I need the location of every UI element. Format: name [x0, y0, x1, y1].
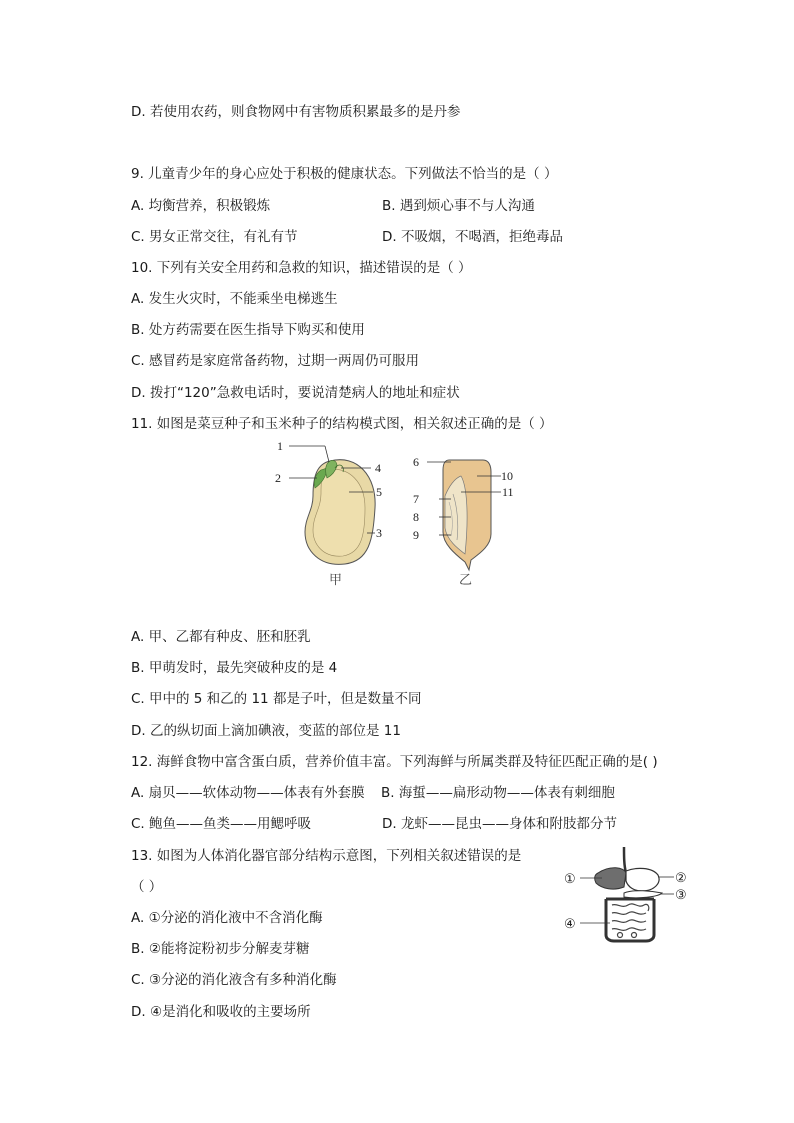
seed-structure-figure — [265, 436, 525, 591]
liver-shape — [595, 868, 626, 889]
digestive-label-2: ② — [675, 870, 687, 885]
q9-option-c: C. 男女正常交往，有礼有节 — [131, 229, 298, 245]
q9-option-b: B. 遇到烦心事不与人沟通 — [382, 198, 535, 214]
digestive-label-1: ① — [564, 871, 576, 886]
bean-seed-diagram — [275, 439, 382, 587]
corn-label-9: 9 — [413, 528, 419, 542]
digestive-label-3: ③ — [675, 887, 687, 902]
q12-option-a: A. 扇贝——软体动物——体表有外套膜 — [131, 785, 365, 801]
corn-label-8: 8 — [413, 510, 419, 524]
corn-label-7: 7 — [413, 492, 419, 506]
bean-label-5: 5 — [376, 485, 382, 499]
q13-option-a: A. ①分泌的消化液中不含消化酶 — [131, 910, 323, 926]
q9-stem: 9. 儿童青少年的身心应处于积极的健康状态。下列做法不恰当的是（ ） — [131, 166, 558, 182]
stomach-shape — [626, 868, 659, 891]
q11-option-b: B. 甲萌发时，最先突破种皮的是 4 — [131, 660, 338, 676]
q12-stem: 12. 海鲜食物中富含蛋白质，营养价值丰富。下列海鲜与所属类群及特征匹配正确的是( ) — [131, 754, 658, 770]
q12-option-b: B. 海蜇——扁形动物——体表有刺细胞 — [381, 785, 615, 801]
q10-option-b: B. 处方药需要在医生指导下购买和使用 — [131, 322, 365, 338]
q11-option-a: A. 甲、乙都有种皮、胚和胚乳 — [131, 629, 311, 645]
q13-option-b: B. ②能将淀粉初步分解麦芽糖 — [131, 941, 310, 957]
q9-option-d: D. 不吸烟，不喝酒，拒绝毒品 — [382, 229, 563, 245]
q10-option-c: C. 感冒药是家庭常备药物，过期一两周仍可服用 — [131, 353, 420, 369]
q13-stem: 13. 如图为人体消化器官部分结构示意图，下列相关叙述错误的是 — [131, 848, 522, 864]
q8-option-d: D. 若使用农药，则食物网中有害物质积累最多的是丹参 — [131, 104, 461, 120]
q11-option-d: D. 乙的纵切面上滴加碘液，变蓝的部位是 11 — [131, 723, 401, 739]
corn-seed-diagram — [413, 455, 514, 587]
q13-bracket: （ ） — [131, 879, 163, 895]
q12-option-d: D. 龙虾——昆虫——身体和附肢都分节 — [382, 816, 617, 832]
pancreas-shape — [624, 891, 662, 898]
q10-stem: 10. 下列有关安全用药和急救的知识，描述错误的是（ ） — [131, 260, 472, 276]
esophagus-shape — [624, 847, 626, 873]
corn-label-6: 6 — [413, 455, 419, 469]
corn-caption: 乙 — [459, 572, 473, 587]
bean-label-2: 2 — [275, 471, 281, 485]
digestive-system-figure — [562, 843, 697, 948]
bean-caption: 甲 — [329, 572, 343, 587]
q10-option-d: D. 拨打“120”急救电话时，要说清楚病人的地址和症状 — [131, 385, 460, 401]
q13-option-c: C. ③分泌的消化液含有多种消化酶 — [131, 972, 337, 988]
q10-option-a: A. 发生火灾时，不能乘坐电梯逃生 — [131, 291, 338, 307]
q9-option-a: A. 均衡营养，积极锻炼 — [131, 198, 271, 214]
q11-option-c: C. 甲中的 5 和乙的 11 都是子叶，但是数量不同 — [131, 691, 422, 707]
bean-label-1: 1 — [277, 439, 283, 453]
q11-stem: 11. 如图是菜豆种子和玉米种子的结构模式图，相关叙述正确的是（ ） — [131, 416, 553, 432]
q12-option-c: C. 鲍鱼——鱼类——用鳃呼吸 — [131, 816, 312, 832]
digestive-label-4: ④ — [564, 916, 576, 931]
corn-label-10: 10 — [501, 469, 513, 483]
q13-option-d: D. ④是消化和吸收的主要场所 — [131, 1004, 311, 1020]
bean-label-3: 3 — [376, 526, 382, 540]
corn-label-11: 11 — [502, 485, 514, 499]
bean-label-4: 4 — [375, 461, 381, 475]
small-intestine-shape — [612, 904, 649, 938]
